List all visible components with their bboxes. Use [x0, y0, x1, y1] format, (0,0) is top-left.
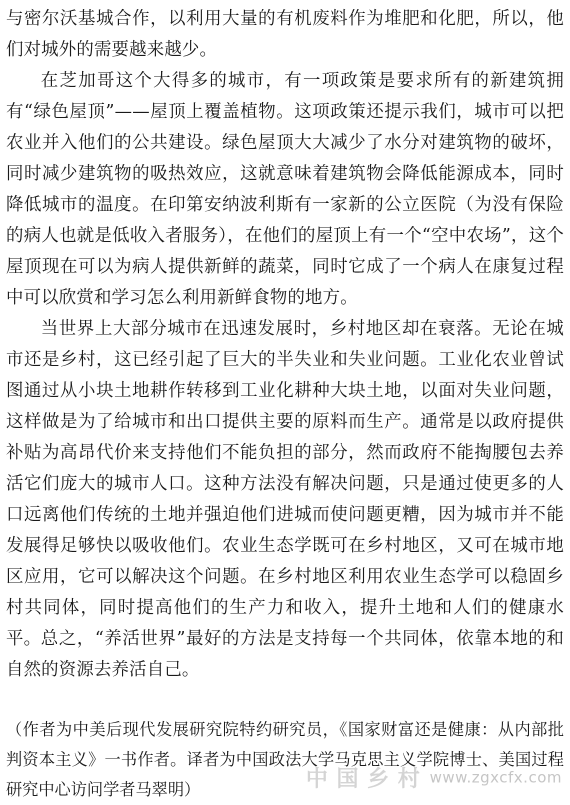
paragraph-1: 与密尔沃基城合作，以利用大量的有机废料作为堆肥和化肥，所以，他们对城外的需要越来越少。 [6, 9, 564, 60]
author-footnote: （作者为中美后现代发展研究院特约研究员，《国家财富还是健康：从内部批判资本主义》一书作者。译者为中国政法大学马克思主义学院博士、美国过程研究中心访问学者马翠明） [6, 720, 564, 799]
watermark-url: www.zgxcfx.com [429, 768, 562, 787]
paragraph-3: 当世界上大部分城市在迅速发展时，乡村地区却在衰落。无论在城市还是乡村，这已经引起了巨大的半失业和失业问题。工业化农业曾试图通过从小块土地耕作转移到工业化耕种大块土地，以面对失业问题，这样做是为了给城市和出口提供主要的原料而生产。通常是以政府提供补贴为高昂代价来支持他们不能负担的部分，然而政府不能掏腰包去养活它们庞大的城市人口。这种方法没有解决问题，只是通过使更多的人口远离他们传统的土地并强迫他们进城而使问题更糟，因为城市并不能发展得足够快以吸收他们。农业生态学既可在乡村地区，又可在城市地区应用，它可以解决这个问题。在乡村地区利用农业生态学可以稳固乡村共同体，同时提高他们的生产力和收入，提升土地和人们的健康水平。 [6, 319, 564, 649]
paragraph-2: 在芝加哥这个大得多的城市，有一项政策是要求所有的新建筑拥有“绿色屋顶”——屋顶上覆盖植物。这项政策还提示我们，城市可以把农业并入他们的公共建设。绿色屋顶大大减少了水分对建筑物的破坏，同时减少建筑物的吸热效应，这就意味着建筑物会降低能源成本，同时降低城市的温度。在印第安纳波利斯有一家新的公立医院（为没有保险的病人也就是低收入者服务），在他们的屋顶上有一个“空中农场”，这个屋顶现在可以为病人提供新鲜的蔬菜，同时它成了一个病人在康复过程中可以欣赏和学习怎么利用新鲜食物的地方。 [6, 71, 564, 308]
watermark-logo: 中 国 乡 村 [305, 767, 421, 792]
paragraph-4: 总之，“养活世界”最好的方法是支持每一个共同体，依靠本地的和自然的资源去养活自己。 [6, 629, 564, 680]
site-watermark [306, 762, 562, 793]
